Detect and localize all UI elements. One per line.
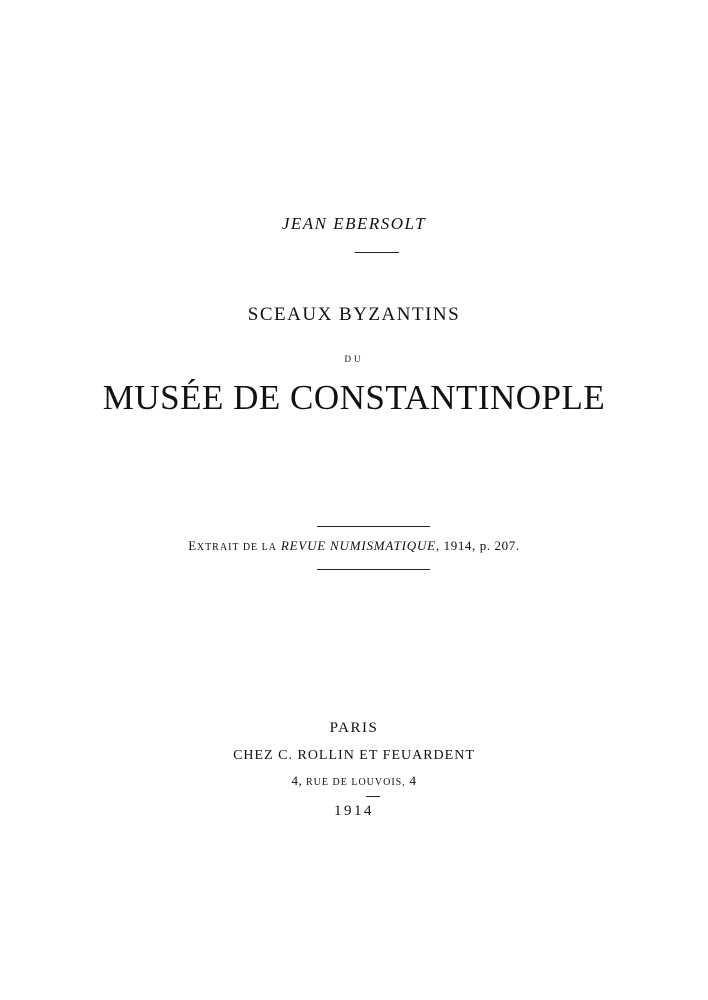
imprint-publisher: CHEZ C. ROLLIN ET FEUARDENT	[233, 748, 475, 763]
address-number-right: 4	[409, 773, 417, 788]
author-divider	[355, 252, 399, 253]
connector-word: DU	[344, 354, 364, 364]
imprint-city: PARIS	[329, 720, 379, 736]
extract-top-rule	[317, 526, 430, 527]
main-title: MUSÉE DE CONSTANTINOPLE	[102, 378, 606, 417]
extract-details: , 1914, p. 207.	[435, 538, 520, 553]
imprint-address	[0, 773, 708, 789]
extract-note	[0, 538, 708, 554]
author-name: JEAN EBERSOLT	[281, 214, 427, 233]
subtitle: SCEAUX BYZANTINS	[247, 304, 461, 325]
address-street: RUE DE LOUVOIS,	[306, 777, 406, 788]
extract-bottom-rule	[317, 569, 430, 570]
extract-prefix-initial: E	[188, 538, 197, 553]
imprint-divider	[366, 796, 380, 797]
extract-prefix-rest: XTRAIT DE LA	[196, 542, 277, 553]
imprint-year: 1914	[334, 803, 374, 819]
journal-name: REVUE NUMISMATIQUE	[280, 538, 436, 553]
address-number-left: 4,	[291, 773, 303, 788]
